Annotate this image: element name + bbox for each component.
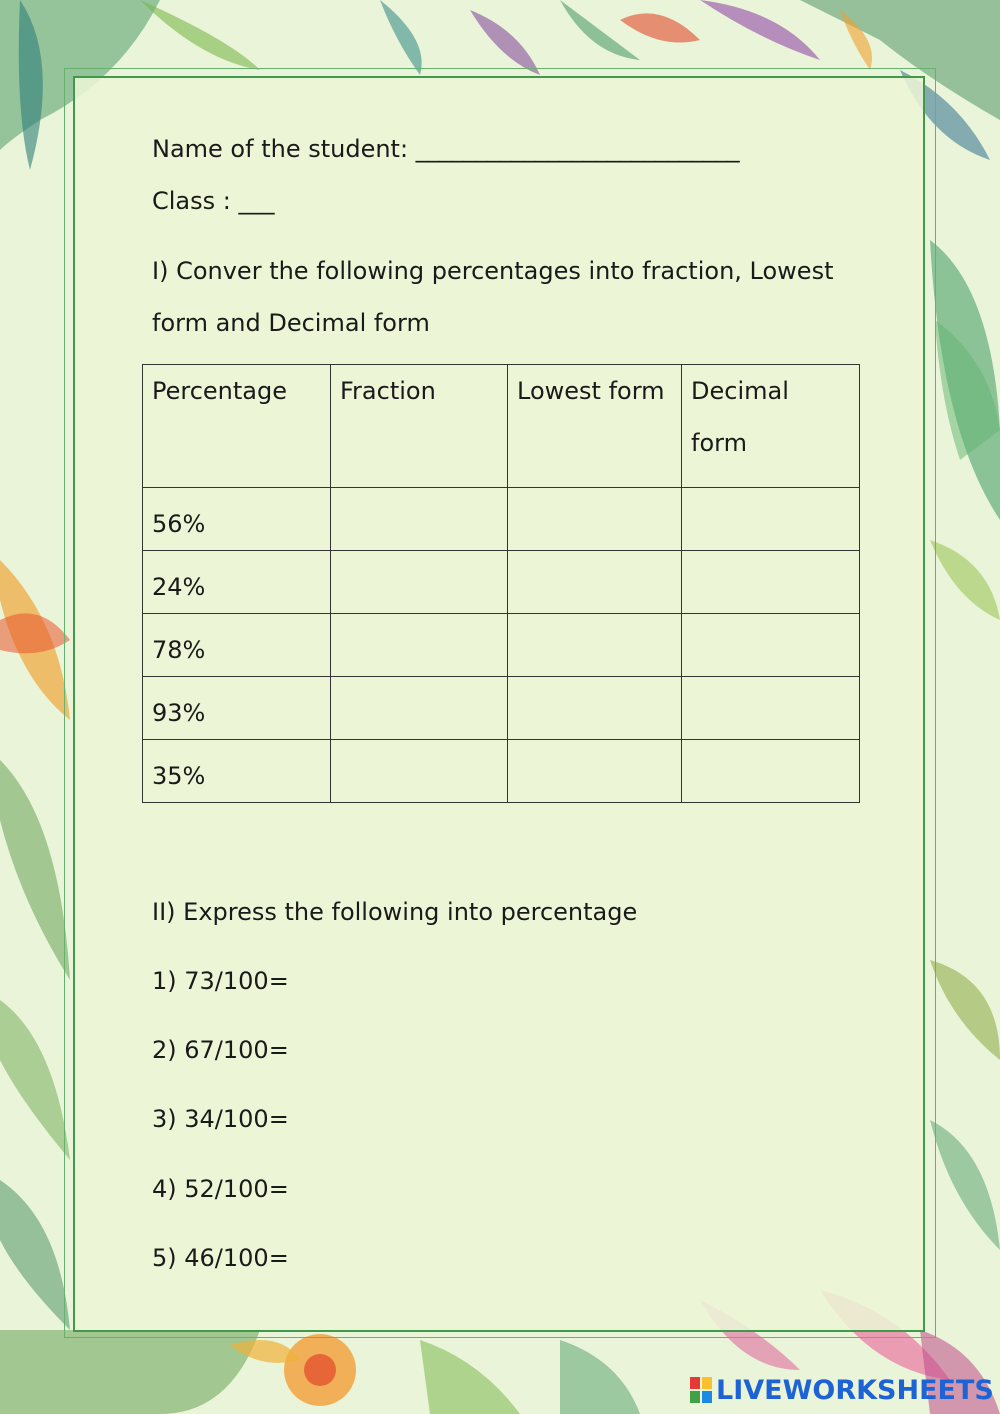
fraction-answer-cell[interactable] (331, 740, 508, 803)
header-decimal-form: Decimal form (682, 365, 860, 488)
question-item: 1) 73/100= (152, 967, 289, 995)
fraction-answer-cell[interactable] (331, 614, 508, 677)
percentage-cell: 78% (143, 614, 331, 677)
table-row (143, 677, 860, 740)
student-name-line: Name of the student: ___________________________ (152, 135, 740, 163)
decimal-answer-cell[interactable] (682, 488, 860, 551)
decimal-answer-cell[interactable] (682, 551, 860, 614)
table-row (143, 614, 860, 677)
liveworksheets-logo-icon (690, 1377, 712, 1403)
header-percentage: Percentage (143, 365, 331, 488)
section2-instruction: II) Express the following into percentage (152, 898, 638, 926)
lowest-form-answer-cell[interactable] (508, 614, 682, 677)
lowest-form-answer-cell[interactable] (508, 488, 682, 551)
question-item: 5) 46/100= (152, 1244, 289, 1272)
section1-instruction-line1: I) Conver the following percentages into fraction, Lowest (152, 257, 834, 285)
conversion-table (142, 364, 860, 803)
fraction-answer-cell[interactable] (331, 551, 508, 614)
brand-logo-text: LIVEWORKSHEETS (716, 1374, 994, 1406)
percentage-cell: 56% (143, 488, 331, 551)
lowest-form-answer-cell[interactable] (508, 551, 682, 614)
table-row (143, 488, 860, 551)
fraction-answer-cell[interactable] (331, 677, 508, 740)
lowest-form-answer-cell[interactable] (508, 740, 682, 803)
decimal-answer-cell[interactable] (682, 677, 860, 740)
section1-instruction-line2: form and Decimal form (152, 309, 430, 337)
decimal-answer-cell[interactable] (682, 614, 860, 677)
question-item: 3) 34/100= (152, 1105, 289, 1133)
header-lowest-form: Lowest form (508, 365, 682, 488)
decimal-answer-cell[interactable] (682, 740, 860, 803)
percentage-cell: 93% (143, 677, 331, 740)
header-fraction: Fraction (331, 365, 508, 488)
percentage-cell: 24% (143, 551, 331, 614)
table-row (143, 551, 860, 614)
question-item: 2) 67/100= (152, 1036, 289, 1064)
question-item: 4) 52/100= (152, 1175, 289, 1203)
lowest-form-answer-cell[interactable] (508, 677, 682, 740)
percentage-cell: 35% (143, 740, 331, 803)
liveworksheets-brand[interactable] (690, 1374, 994, 1406)
table-row (143, 740, 860, 803)
table-header-row (143, 365, 860, 488)
class-line: Class : ___ (152, 187, 275, 215)
fraction-answer-cell[interactable] (331, 488, 508, 551)
